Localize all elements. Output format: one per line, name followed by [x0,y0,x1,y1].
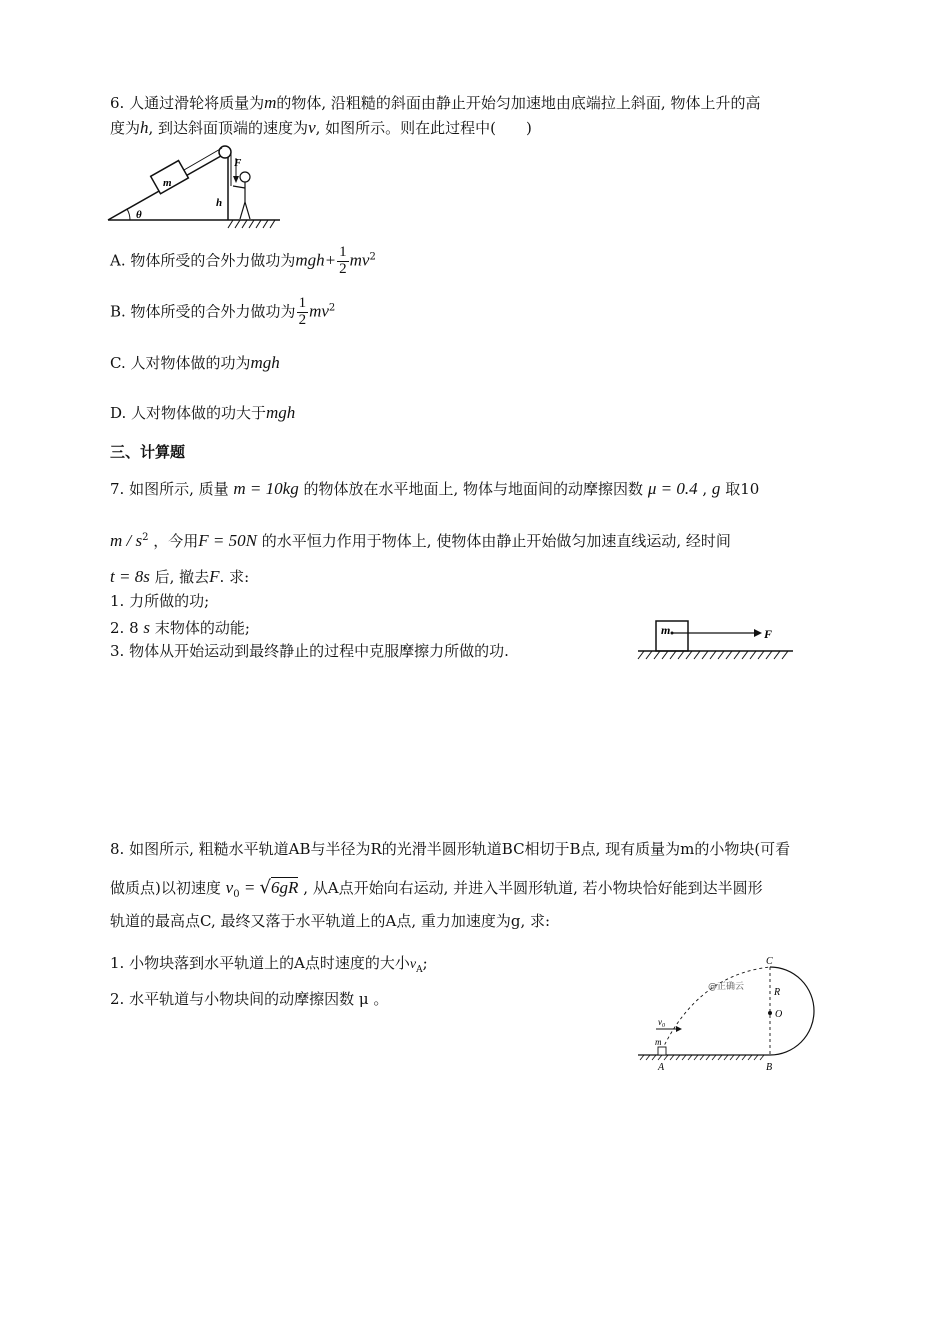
q7-item-2: 2. 8 s 末物体的动能; [110,618,250,637]
q8-figure [638,955,838,1075]
q7-line1: 7. 如图所示, 质量 m = 10kg 的物体放在水平地面上, 物体与地面间的动摩擦因数 μ = 0.4 , g 取10 [110,479,760,498]
q7-line3: t = 8s 后, 撤去F. 求: [110,567,250,586]
q6-option-a[interactable]: A. 物体所受的合外力做功为mgh+ $\frac{1}{2}$ $mv^2$ [110,244,376,277]
svg-text:v0: $v_0$ [658,1017,665,1029]
q8-line3: 轨道的最高点C, 最终又落于水平轨道上的A点, 重力加速度为g, 求: [110,912,551,930]
q6-option-c[interactable]: C. 人对物体做的功为mgh [110,353,280,372]
svg-text:R: R [774,987,781,998]
q8-item-1: 1. 小物块落到水平轨道上的A点时速度的大小$v_A$; [110,954,428,975]
svg-text:O: O [775,1009,783,1020]
q6-option-b[interactable]: B. 物体所受的合外力做功为 $\frac{1}{2}$ $mv^2$ [110,295,336,328]
q7-figure [638,618,798,663]
svg-text:θ: θ [136,209,142,221]
svg-text:B: B [766,1062,773,1073]
q7-item-3: 3. 物体从开始运动到最终静止的过程中克服摩擦力所做的功. [110,642,509,660]
q6-option-d[interactable]: D. 人对物体做的功大于mgh [110,403,296,422]
q6-figure-incline [108,140,283,235]
svg-text:C: C [766,956,773,967]
svg-text:m: m [661,623,671,637]
svg-text:@正确云: @正确云 [708,982,745,992]
q8-line1: 8. 如图所示, 粗糙水平轨道AB与半径为R的光滑半圆形轨道BC相切于B点, 现有质量为m的小物块(可看 [110,840,791,858]
q6-stem-line1: 6. 人通过滑轮将质量为m的物体, 沿粗糙的斜面由静止开始匀加速地由底端拉上斜面, 物体上升的高 [110,93,761,112]
section-title: 三、计算题 [110,443,186,461]
svg-text:m: m [163,177,172,189]
svg-text:m: m [655,1037,662,1047]
svg-text:F: F [234,157,242,169]
q7-line2: m / $s^2$ ，今用F = 50N 的水平恒力作用于物体上, 使物体由静止开始做匀加速直线运动, 经时间 [110,531,731,550]
svg-text:A: A [658,1062,665,1073]
q7-item-1: 1. 力所做的功; [110,592,210,610]
svg-text:F: F [764,627,773,641]
q8-line2: 做质点)以初速度 $v_0 = √6gR$ , 从A点开始向右运动, 并进入半圆形轨道, 若小物块恰好能到达半圆形 [110,877,763,900]
pulley-icon [219,146,231,158]
q8-item-2: 2. 水平轨道与小物块间的动摩擦因数 μ 。 [110,990,389,1008]
svg-text:h: h [216,197,223,209]
q6-stem-line2: 度为h, 到达斜面顶端的速度为v, 如图所示。则在此过程中( ) [110,118,532,137]
